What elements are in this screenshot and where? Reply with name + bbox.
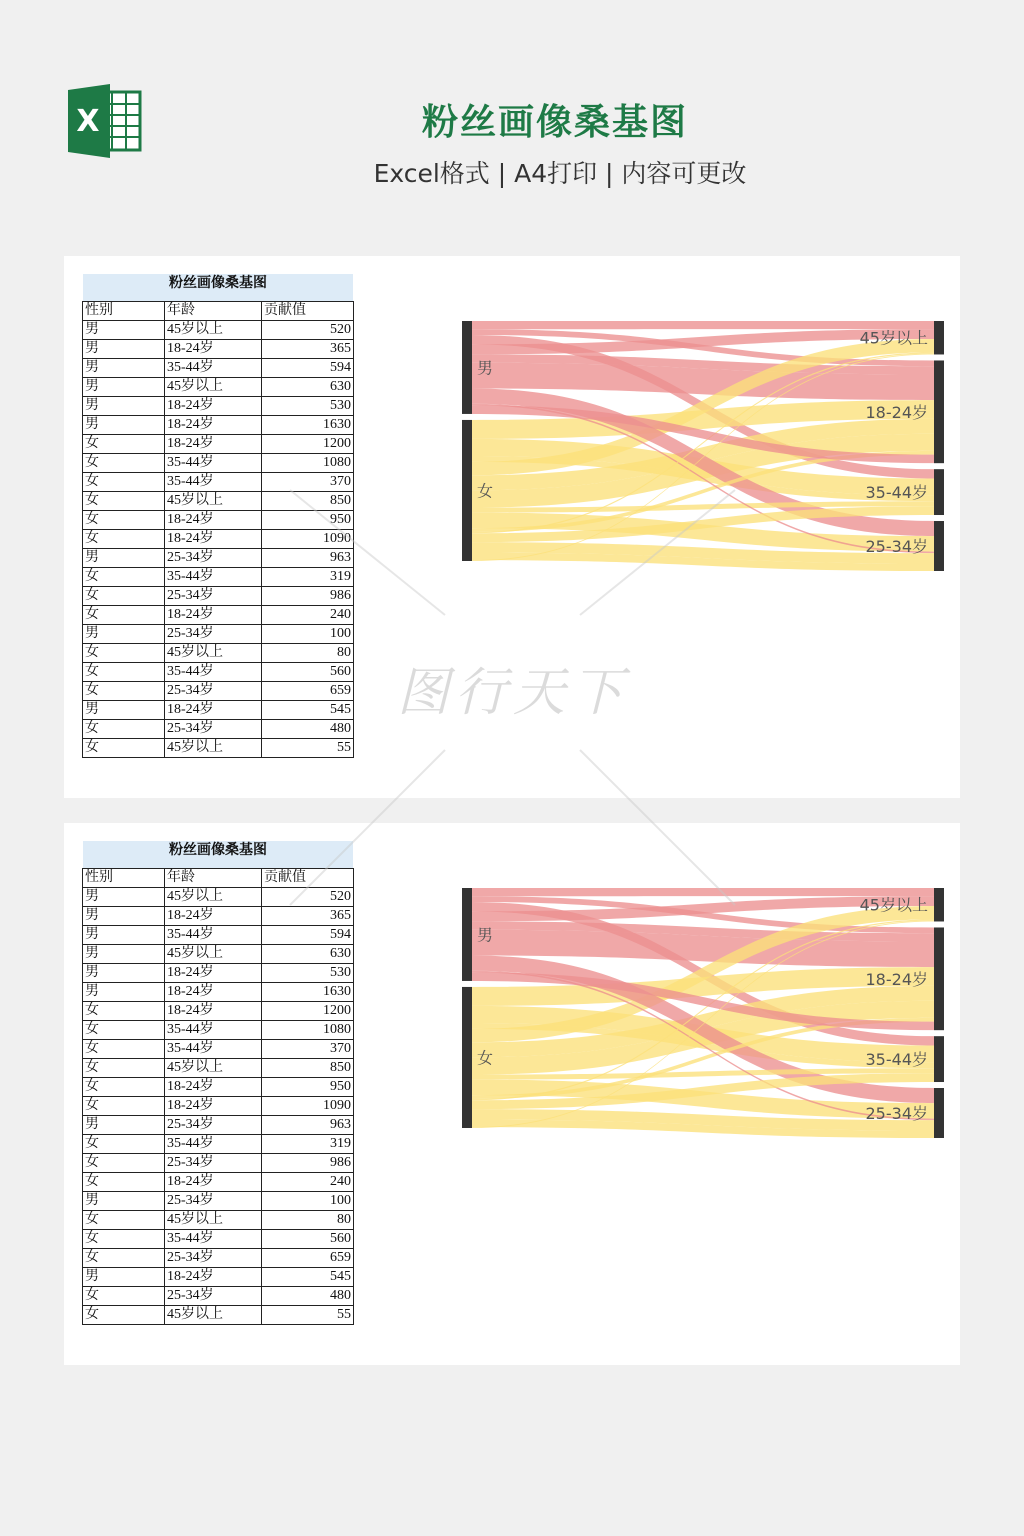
sankey-node-label: 男	[477, 925, 494, 945]
sankey-chart	[454, 316, 954, 586]
table-cell[interactable]: 18-24岁	[165, 1268, 262, 1287]
table-cell[interactable]: 480	[262, 720, 354, 739]
table-row	[83, 1173, 354, 1192]
table-row	[83, 983, 354, 1002]
table-row	[83, 435, 354, 454]
table-cell[interactable]: 35-44岁	[165, 1021, 262, 1040]
table-cell[interactable]: 80	[262, 1211, 354, 1230]
table-row	[83, 1154, 354, 1173]
table-row	[83, 340, 354, 359]
table-cell[interactable]: 35-44岁	[165, 1230, 262, 1249]
table-cell[interactable]: 女	[83, 1097, 165, 1116]
table-cell[interactable]: 女	[83, 1306, 165, 1325]
table-cell[interactable]: 365	[262, 907, 354, 926]
table-row	[83, 1306, 354, 1325]
table-cell[interactable]: 370	[262, 1040, 354, 1059]
table-cell[interactable]: 963	[262, 549, 354, 568]
column-header: 性别	[83, 302, 165, 321]
sankey-chart	[454, 883, 954, 1153]
watermark-text: 图行天下	[396, 663, 629, 723]
sankey-node-target[interactable]	[934, 321, 944, 354]
table-row	[83, 701, 354, 720]
table-cell[interactable]: 女	[83, 568, 165, 587]
table-cell[interactable]: 560	[262, 1230, 354, 1249]
sankey-node-label: 女	[477, 481, 494, 501]
table-row	[83, 682, 354, 701]
table-cell[interactable]: 男	[83, 701, 165, 720]
table-cell[interactable]: 1200	[262, 435, 354, 454]
table-cell[interactable]: 女	[83, 1211, 165, 1230]
sankey-node-label: 女	[477, 1048, 494, 1068]
data-table	[82, 301, 354, 758]
table-row	[83, 1287, 354, 1306]
table-cell[interactable]: 女	[83, 739, 165, 758]
table-row	[83, 359, 354, 378]
table-cell[interactable]: 100	[262, 625, 354, 644]
sankey-node-label: 35-44岁	[865, 1050, 928, 1070]
table-cell[interactable]: 女	[83, 720, 165, 739]
table-cell[interactable]: 55	[262, 739, 354, 758]
table-cell[interactable]: 男	[83, 625, 165, 644]
table-cell[interactable]: 850	[262, 492, 354, 511]
table-cell[interactable]: 18-24岁	[165, 1173, 262, 1192]
table-row	[83, 888, 354, 907]
column-header: 贡献值	[262, 869, 354, 888]
sankey-links	[472, 321, 934, 571]
table-cell[interactable]: 女	[83, 1135, 165, 1154]
table-cell[interactable]: 45岁以上	[165, 378, 262, 397]
table-cell[interactable]: 963	[262, 1116, 354, 1135]
table-cell[interactable]: 25-34岁	[165, 1287, 262, 1306]
table-cell[interactable]: 18-24岁	[165, 397, 262, 416]
table-row	[83, 1059, 354, 1078]
table-cell[interactable]: 18-24岁	[165, 340, 262, 359]
column-header: 贡献值	[262, 302, 354, 321]
table-cell[interactable]: 659	[262, 1249, 354, 1268]
table-cell[interactable]: 630	[262, 945, 354, 964]
column-header: 年龄	[165, 302, 262, 321]
table-row	[83, 663, 354, 682]
svg-text:X: X	[76, 104, 100, 139]
table-row	[83, 397, 354, 416]
table-row	[83, 625, 354, 644]
table-cell[interactable]: 319	[262, 1135, 354, 1154]
table-cell[interactable]: 80	[262, 644, 354, 663]
table-cell[interactable]: 35-44岁	[165, 454, 262, 473]
table-cell[interactable]: 240	[262, 1173, 354, 1192]
table-cell[interactable]: 986	[262, 587, 354, 606]
table-cell[interactable]: 545	[262, 1268, 354, 1287]
sankey-node-target[interactable]	[934, 469, 944, 515]
table-cell[interactable]: 女	[83, 1078, 165, 1097]
table-cell[interactable]: 女	[83, 492, 165, 511]
table-cell[interactable]: 45岁以上	[165, 1306, 262, 1325]
table-cell[interactable]: 18-24岁	[165, 1097, 262, 1116]
table-cell[interactable]: 1090	[262, 530, 354, 549]
table-cell[interactable]: 男	[83, 359, 165, 378]
sheet-panel-2	[64, 823, 960, 1365]
table-cell[interactable]: 25-34岁	[165, 549, 262, 568]
table-row	[83, 549, 354, 568]
table-cell[interactable]: 240	[262, 606, 354, 625]
table-row	[83, 720, 354, 739]
table-cell[interactable]: 45岁以上	[165, 321, 262, 340]
table-cell[interactable]: 18-24岁	[165, 530, 262, 549]
sankey-node-source[interactable]	[462, 321, 472, 414]
table-cell[interactable]: 850	[262, 1059, 354, 1078]
table-row	[83, 1135, 354, 1154]
table-cell[interactable]: 女	[83, 1040, 165, 1059]
table-cell[interactable]: 男	[83, 888, 165, 907]
page-header	[0, 0, 1024, 230]
sankey-links	[472, 888, 934, 1138]
table-cell[interactable]: 18-24岁	[165, 416, 262, 435]
table-cell[interactable]: 女	[83, 1287, 165, 1306]
table-cell[interactable]: 986	[262, 1154, 354, 1173]
table-row	[83, 473, 354, 492]
table-cell[interactable]: 女	[83, 1059, 165, 1078]
table-cell[interactable]: 男	[83, 945, 165, 964]
table-cell[interactable]: 男	[83, 416, 165, 435]
sankey-node-label: 45岁以上	[859, 328, 928, 348]
table-cell[interactable]: 45岁以上	[165, 739, 262, 758]
table-row	[83, 1040, 354, 1059]
sankey-node-target[interactable]	[934, 888, 944, 921]
table-row	[83, 945, 354, 964]
table-cell[interactable]: 18-24岁	[165, 964, 262, 983]
table-cell[interactable]: 1080	[262, 1021, 354, 1040]
table-cell[interactable]: 370	[262, 473, 354, 492]
table-cell[interactable]: 女	[83, 1002, 165, 1021]
table-cell[interactable]: 女	[83, 530, 165, 549]
page-subtitle: Excel格式 | A4打印 | 内容可更改	[373, 159, 747, 188]
table-cell[interactable]: 560	[262, 663, 354, 682]
table-row	[83, 1097, 354, 1116]
table-row	[83, 1211, 354, 1230]
table-title: 粉丝画像桑基图	[83, 274, 353, 301]
table-title: 粉丝画像桑基图	[83, 841, 353, 868]
sankey-node-label: 45岁以上	[859, 895, 928, 915]
table-cell[interactable]: 1630	[262, 416, 354, 435]
table-cell[interactable]: 男	[83, 1116, 165, 1135]
sankey-node-label: 35-44岁	[865, 483, 928, 503]
table-cell[interactable]: 18-24岁	[165, 983, 262, 1002]
table-cell[interactable]: 25-34岁	[165, 720, 262, 739]
table-cell[interactable]: 女	[83, 1173, 165, 1192]
column-header: 性别	[83, 869, 165, 888]
data-table	[82, 868, 354, 1325]
table-cell[interactable]: 35-44岁	[165, 473, 262, 492]
sankey-node-source[interactable]	[462, 987, 472, 1128]
table-cell[interactable]: 480	[262, 1287, 354, 1306]
table-cell[interactable]: 35-44岁	[165, 926, 262, 945]
table-cell[interactable]: 45岁以上	[165, 1059, 262, 1078]
sankey-node-label: 18-24岁	[865, 969, 928, 989]
table-cell[interactable]: 18-24岁	[165, 1078, 262, 1097]
table-cell[interactable]: 男	[83, 397, 165, 416]
table-cell[interactable]: 530	[262, 397, 354, 416]
table-row	[83, 1021, 354, 1040]
sankey-node-label: 男	[477, 358, 494, 378]
table-header-row	[83, 869, 354, 888]
table-cell[interactable]: 男	[83, 340, 165, 359]
sheet-panel-1	[64, 256, 960, 798]
table-cell[interactable]: 950	[262, 1078, 354, 1097]
table-cell[interactable]: 男	[83, 926, 165, 945]
table-cell[interactable]: 365	[262, 340, 354, 359]
table-row	[83, 1192, 354, 1211]
table-cell[interactable]: 55	[262, 1306, 354, 1325]
table-row	[83, 964, 354, 983]
table-row	[83, 1249, 354, 1268]
sankey-node-target[interactable]	[934, 1088, 944, 1138]
table-cell[interactable]: 630	[262, 378, 354, 397]
table-row	[83, 907, 354, 926]
table-cell[interactable]: 女	[83, 1021, 165, 1040]
table-row	[83, 511, 354, 530]
table-row	[83, 606, 354, 625]
table-cell[interactable]: 男	[83, 549, 165, 568]
table-cell[interactable]: 950	[262, 511, 354, 530]
table-cell[interactable]: 男	[83, 321, 165, 340]
table-cell[interactable]: 女	[83, 587, 165, 606]
table-row	[83, 1116, 354, 1135]
table-row	[83, 568, 354, 587]
table-row	[83, 1002, 354, 1021]
table-cell[interactable]: 530	[262, 964, 354, 983]
table-cell[interactable]: 女	[83, 1230, 165, 1249]
table-cell[interactable]: 25-34岁	[165, 682, 262, 701]
table-cell[interactable]: 女	[83, 435, 165, 454]
sankey-node-target[interactable]	[934, 360, 944, 463]
table-cell[interactable]: 520	[262, 321, 354, 340]
table-cell[interactable]: 18-24岁	[165, 701, 262, 720]
table-cell[interactable]: 18-24岁	[165, 1002, 262, 1021]
column-header: 年龄	[165, 869, 262, 888]
table-cell[interactable]: 女	[83, 511, 165, 530]
table-cell[interactable]: 男	[83, 983, 165, 1002]
table-cell[interactable]: 1630	[262, 983, 354, 1002]
table-cell[interactable]: 45岁以上	[165, 492, 262, 511]
table-cell[interactable]: 男	[83, 1268, 165, 1287]
table-row	[83, 644, 354, 663]
table-cell[interactable]: 520	[262, 888, 354, 907]
table-cell[interactable]: 319	[262, 568, 354, 587]
table-row	[83, 1078, 354, 1097]
table-row	[83, 530, 354, 549]
table-cell[interactable]: 男	[83, 1192, 165, 1211]
table-cell[interactable]: 男	[83, 964, 165, 983]
table-cell[interactable]: 45岁以上	[165, 945, 262, 964]
table-cell[interactable]: 35-44岁	[165, 1135, 262, 1154]
table-cell[interactable]: 女	[83, 454, 165, 473]
table-cell[interactable]: 18-24岁	[165, 606, 262, 625]
sankey-node-target[interactable]	[934, 1036, 944, 1082]
table-cell[interactable]: 女	[83, 473, 165, 492]
table-cell[interactable]: 25-34岁	[165, 587, 262, 606]
table-cell[interactable]: 1200	[262, 1002, 354, 1021]
sankey-node-label: 25-34岁	[865, 537, 928, 557]
table-cell[interactable]: 18-24岁	[165, 435, 262, 454]
table-cell[interactable]: 45岁以上	[165, 888, 262, 907]
table-row	[83, 1268, 354, 1287]
sankey-node-source[interactable]	[462, 420, 472, 561]
table-row	[83, 926, 354, 945]
table-cell[interactable]: 女	[83, 644, 165, 663]
page-title: 粉丝画像桑基图	[421, 102, 688, 143]
table-row	[83, 739, 354, 758]
table-cell[interactable]: 女	[83, 663, 165, 682]
table-cell[interactable]: 45岁以上	[165, 644, 262, 663]
table-cell[interactable]: 18-24岁	[165, 511, 262, 530]
table-cell[interactable]: 25-34岁	[165, 1192, 262, 1211]
table-cell[interactable]: 35-44岁	[165, 359, 262, 378]
table-cell[interactable]: 35-44岁	[165, 1040, 262, 1059]
table-cell[interactable]: 25-34岁	[165, 1249, 262, 1268]
sankey-node-label: 25-34岁	[865, 1104, 928, 1124]
table-cell[interactable]: 1090	[262, 1097, 354, 1116]
table-cell[interactable]: 45岁以上	[165, 1211, 262, 1230]
table-row	[83, 321, 354, 340]
sankey-node-label: 18-24岁	[865, 402, 928, 422]
table-row	[83, 378, 354, 397]
table-cell[interactable]: 1080	[262, 454, 354, 473]
table-row	[83, 492, 354, 511]
sankey-node-target[interactable]	[934, 521, 944, 571]
table-cell[interactable]: 25-34岁	[165, 625, 262, 644]
table-cell[interactable]: 男	[83, 907, 165, 926]
table-cell[interactable]: 女	[83, 606, 165, 625]
table-cell[interactable]: 100	[262, 1192, 354, 1211]
sankey-node-target[interactable]	[934, 927, 944, 1030]
table-cell[interactable]: 25-34岁	[165, 1154, 262, 1173]
table-cell[interactable]: 659	[262, 682, 354, 701]
table-cell[interactable]: 男	[83, 378, 165, 397]
table-row	[83, 1230, 354, 1249]
table-row	[83, 587, 354, 606]
table-row	[83, 454, 354, 473]
table-header-row	[83, 302, 354, 321]
table-cell[interactable]: 594	[262, 926, 354, 945]
table-row	[83, 416, 354, 435]
table-cell[interactable]: 594	[262, 359, 354, 378]
sankey-node-source[interactable]	[462, 888, 472, 981]
table-cell[interactable]: 545	[262, 701, 354, 720]
table-cell[interactable]: 女	[83, 682, 165, 701]
table-cell[interactable]: 女	[83, 1249, 165, 1268]
table-cell[interactable]: 35-44岁	[165, 663, 262, 682]
table-cell[interactable]: 35-44岁	[165, 568, 262, 587]
excel-icon	[66, 84, 144, 158]
table-cell[interactable]: 25-34岁	[165, 1116, 262, 1135]
table-cell[interactable]: 女	[83, 1154, 165, 1173]
table-cell[interactable]: 18-24岁	[165, 907, 262, 926]
